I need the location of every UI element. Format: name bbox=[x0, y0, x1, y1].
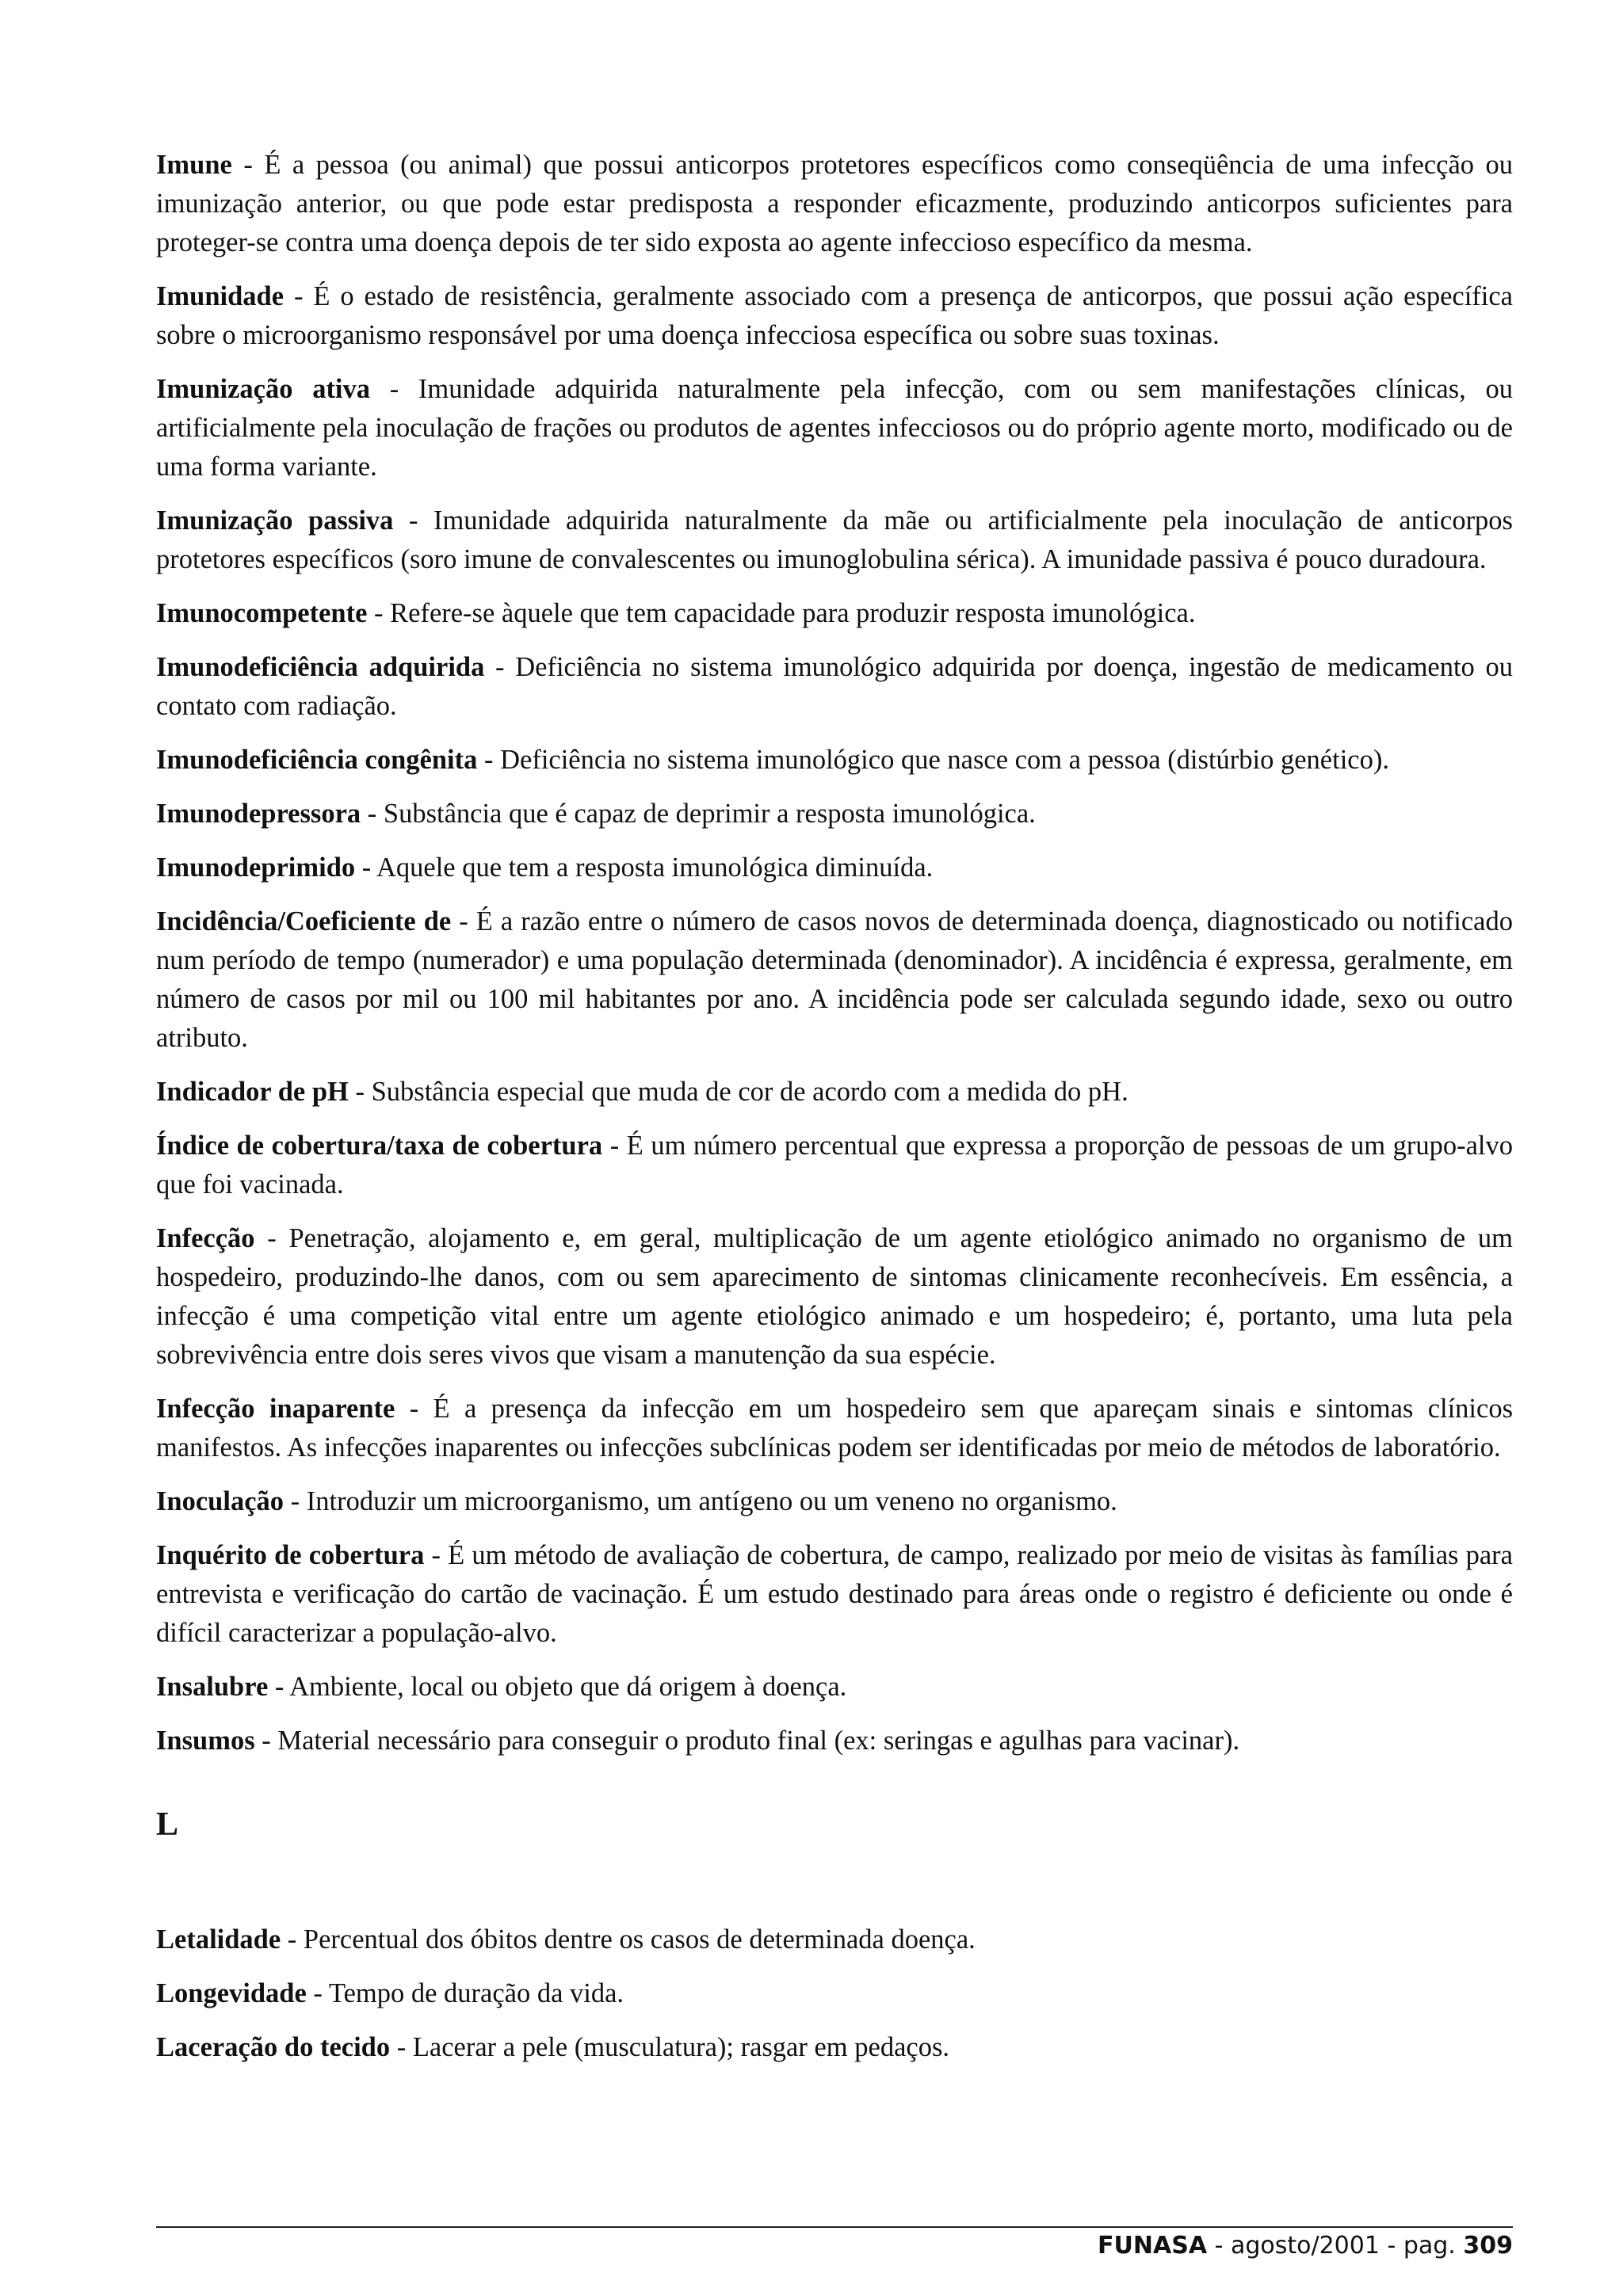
document-page bbox=[156, 146, 1513, 2082]
entry-term: Laceração do tecido bbox=[156, 2032, 391, 2062]
entry-definition: - Deficiência no sistema imunológico adquirida por doença, ingestão de medicamento ou contato com radiação. bbox=[156, 652, 1513, 721]
page-footer bbox=[1098, 2230, 1513, 2262]
entry-definition: - Refere-se àquele que tem capacidade para produzir resposta imunológica. bbox=[367, 598, 1196, 628]
glossary-entry bbox=[156, 741, 1513, 780]
footer-date-label: - agosto/2001 - pag. bbox=[1207, 2232, 1464, 2260]
entry-definition: - Lacerar a pele (musculatura); rasgar em pedaços. bbox=[390, 2032, 949, 2062]
entry-definition: - Percentual dos óbitos dentre os casos de determinada doença. bbox=[281, 1924, 976, 1955]
entry-definition: - Imunidade adquirida naturalmente da mãe ou artificialmente pela inoculação de anticorpos protetores específicos (soro imune de convalescentes ou imunoglobulina sérica). A imunidade passiva é pouco duradoura. bbox=[156, 505, 1513, 574]
entry-term: Indicador de pH bbox=[156, 1077, 349, 1107]
section-letter-heading: L bbox=[156, 1806, 179, 1843]
glossary-entry bbox=[156, 594, 1513, 633]
entry-definition: - É a razão entre o número de casos novos de determinada doença, diagnosticado ou notificado num período de tempo (numerador) e uma população determinada (denominador). A incidência é expressa, geralmente, em número de casos por mil ou 100 mil habitantes por ano. A incidência pode ser calculada segundo idade, sexo ou outro atributo. bbox=[156, 906, 1513, 1053]
glossary-entry bbox=[156, 849, 1513, 887]
entry-definition: - É o estado de resistência, geralmente associado com a presença de anticorpos, que possui ação específica sobre o microorganismo responsável por uma doença infecciosa específica ou sobre suas toxinas. bbox=[156, 281, 1513, 350]
glossary-entry bbox=[156, 502, 1513, 579]
glossary-section-i bbox=[156, 146, 1513, 1760]
glossary-entry bbox=[156, 1536, 1513, 1653]
entry-term: Imunodeficiência congênita bbox=[156, 745, 478, 775]
glossary-section-l bbox=[156, 1920, 1513, 2067]
entry-term: Imunidade bbox=[156, 281, 285, 311]
glossary-entry bbox=[156, 1073, 1513, 1112]
glossary-entry bbox=[156, 370, 1513, 486]
entry-definition: - Substância especial que muda de cor de acordo com a medida do pH. bbox=[348, 1077, 1128, 1107]
entry-term: Insalubre bbox=[156, 1672, 269, 1702]
glossary-entry bbox=[156, 795, 1513, 833]
entry-definition: - Imunidade adquirida naturalmente pela infecção, com ou sem manifestações clínicas, ou artificialmente pela inoculação de frações ou produtos de agentes infecciosos ou do próprio agente morto, modificado ou de uma forma variante. bbox=[156, 374, 1513, 482]
entry-term: Imunodeprimido bbox=[156, 852, 356, 883]
entry-definition: - Deficiência no sistema imunológico que nasce com a pessoa (distúrbio genético). bbox=[477, 745, 1389, 775]
entry-term: Infecção inaparente bbox=[156, 1394, 395, 1424]
entry-term: Longevidade bbox=[156, 1978, 307, 2008]
entry-term: Imunodepressora bbox=[156, 799, 361, 829]
glossary-entry bbox=[156, 2028, 1513, 2067]
entry-definition: - Material necessário para conseguir o produto final (ex: seringas e agulhas para vacinar). bbox=[254, 1726, 1240, 1756]
entry-term: Imune bbox=[156, 150, 232, 180]
entry-term: Índice de cobertura/taxa de cobertura bbox=[156, 1131, 603, 1161]
glossary-entry bbox=[156, 1482, 1513, 1521]
glossary-entry bbox=[156, 1920, 1513, 1959]
glossary-entry bbox=[156, 277, 1513, 355]
glossary-entry bbox=[156, 1127, 1513, 1204]
entry-term: Imunização ativa bbox=[156, 374, 371, 404]
entry-definition: - Introduzir um microorganismo, um antígeno ou um veneno no organismo. bbox=[284, 1486, 1117, 1516]
glossary-entry bbox=[156, 902, 1513, 1058]
entry-definition: - Aquele que tem a resposta imunológica diminuída. bbox=[355, 852, 934, 883]
glossary-entry bbox=[156, 1974, 1513, 2013]
entry-definition: - É a presença da infecção em um hospedeiro sem que apareçam sinais e sintomas clínicos manifestos. As infecções inaparentes ou infecções subclínicas podem ser identificadas por meio de métodos de laboratório. bbox=[156, 1394, 1514, 1463]
footer-page-number: 309 bbox=[1463, 2232, 1513, 2260]
entry-term: Inquérito de cobertura bbox=[156, 1540, 425, 1570]
entry-definition: - É a pessoa (ou animal) que possui anticorpos protetores específicos como conseqüência de uma infecção ou imunização anterior, ou que pode estar predisposta a responder eficazmente, produzindo anticorpos suficientes para proteger-se contra uma doença depois de ter sido exposta ao agente infeccioso específico da mesma. bbox=[156, 150, 1513, 257]
glossary-entry bbox=[156, 1722, 1513, 1760]
glossary-entry bbox=[156, 1668, 1513, 1707]
entry-term: Infecção bbox=[156, 1223, 255, 1253]
entry-term: Imunocompetente bbox=[156, 598, 368, 628]
glossary-entry bbox=[156, 648, 1513, 726]
glossary-entry bbox=[156, 1219, 1513, 1375]
entry-definition: - Ambiente, local ou objeto que dá origem à doença. bbox=[268, 1672, 847, 1702]
footer-divider bbox=[156, 2226, 1513, 2228]
entry-term: Insumos bbox=[156, 1726, 255, 1756]
entry-definition: - É um método de avaliação de cobertura, de campo, realizado por meio de visitas às famílias para entrevista e verificação do cartão de vacinação. É um estudo destinado para áreas onde o registro é deficiente ou onde é difícil caracterizar a população-alvo. bbox=[156, 1540, 1513, 1648]
entry-definition: - Penetração, alojamento e, em geral, multiplicação de um agente etiológico animado no organismo de um hospedeiro, produzindo-lhe danos, com ou sem aparecimento de sintomas clinicamente reconhecíveis. Em essência, a infecção é uma competição vital entre um agente etiológico animado e um hospedeiro; é, portanto, uma luta pela sobrevivência entre dois seres vivos que visam a manutenção da sua espécie. bbox=[156, 1223, 1513, 1370]
entry-term: Imunização passiva bbox=[156, 505, 394, 536]
footer-brand: FUNASA bbox=[1098, 2232, 1208, 2260]
glossary-entry bbox=[156, 1390, 1513, 1467]
entry-definition: - É um número percentual que expressa a proporção de pessoas de um grupo-alvo que foi vacinada. bbox=[156, 1131, 1513, 1199]
entry-term: Imunodeficiência adquirida bbox=[156, 652, 485, 682]
entry-definition: - Tempo de duração da vida. bbox=[306, 1978, 624, 2008]
entry-term: Incidência/Coeficiente de bbox=[156, 906, 452, 936]
entry-term: Letalidade bbox=[156, 1924, 281, 1955]
entry-definition: - Substância que é capaz de deprimir a resposta imunológica. bbox=[361, 799, 1036, 829]
glossary-entry bbox=[156, 146, 1513, 262]
entry-term: Inoculação bbox=[156, 1486, 285, 1516]
